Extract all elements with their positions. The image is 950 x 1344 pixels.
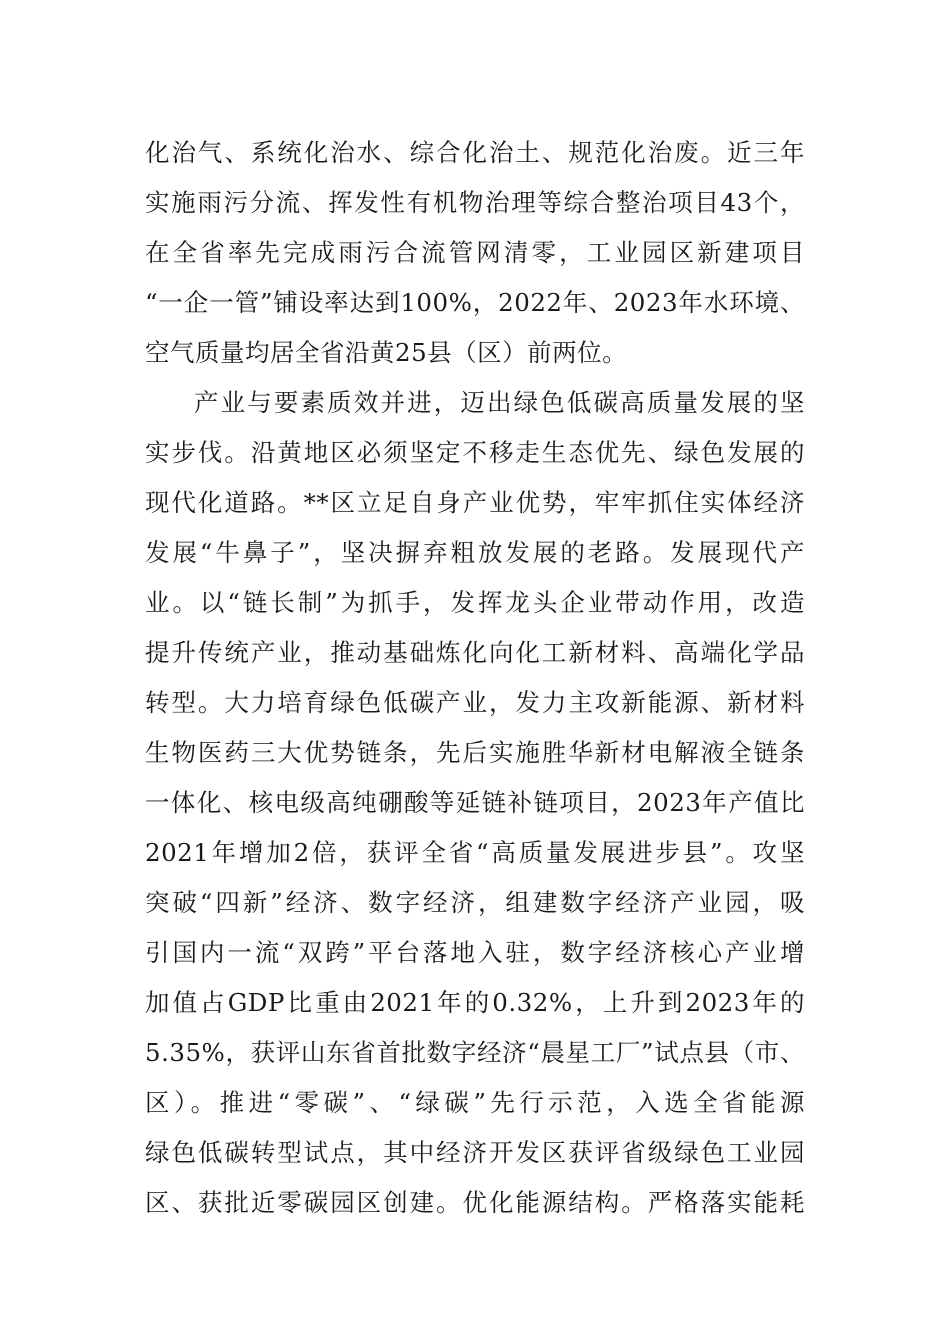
text-line: 实施雨污分流、挥发性有机物治理等综合整治项目43个， xyxy=(145,188,805,217)
text-line: 突破“四新”经济、数字经济，组建数字经济产业园，吸 xyxy=(145,888,805,917)
text-line: 在全省率先完成雨污合流管网清零，工业园区新建项目 xyxy=(145,238,805,267)
paragraph-industry xyxy=(145,378,805,1228)
text-line: 一体化、核电级高纯硼酸等延链补链项目，2023年产值比 xyxy=(145,788,805,817)
paragraph-continued xyxy=(145,128,805,378)
text-line: 引国内一流“双跨”平台落地入驻，数字经济核心产业增 xyxy=(145,938,805,967)
text-line: 业。以“链长制”为抓手，发挥龙头企业带动作用，改造 xyxy=(145,588,805,617)
text-line: 发展“牛鼻子”，坚决摒弃粗放发展的老路。发展现代产 xyxy=(145,538,805,567)
text-line: 5.35%，获评山东省首批数字经济“晨星工厂”试点县（市、 xyxy=(145,1038,805,1067)
text-line: 区）。推进“零碳”、“绿碳”先行示范，入选全省能源 xyxy=(145,1088,805,1117)
text-line: 提升传统产业，推动基础炼化向化工新材料、高端化学品 xyxy=(145,638,805,667)
text-line: 空气质量均居全省沿黄25县（区）前两位。 xyxy=(145,338,628,367)
text-line: 化治气、系统化治水、综合化治土、规范化治废。近三年 xyxy=(145,138,805,167)
text-line: 加值占GDP比重由2021年的0.32%，上升到2023年的 xyxy=(145,988,805,1017)
document-body xyxy=(145,128,805,1228)
text-line: 实步伐。沿黄地区必须坚定不移走生态优先、绿色发展的 xyxy=(145,438,805,467)
text-line: “一企一管”铺设率达到100%，2022年、2023年水环境、 xyxy=(145,288,805,317)
text-line: 现代化道路。**区立足自身产业优势，牢牢抓住实体经济 xyxy=(145,488,805,517)
text-line: 生物医药三大优势链条，先后实施胜华新材电解液全链条 xyxy=(145,738,805,767)
text-line: 转型。大力培育绿色低碳产业，发力主攻新能源、新材料 xyxy=(145,688,805,717)
text-line: 区、获批近零碳园区创建。优化能源结构。严格落实能耗 xyxy=(145,1188,805,1217)
text-line: 2021年增加2倍，获评全省“高质量发展进步县”。攻坚 xyxy=(145,838,805,867)
text-line: 产业与要素质效并进，迈出绿色低碳高质量发展的坚 xyxy=(194,388,805,417)
text-line: 绿色低碳转型试点，其中经济开发区获评省级绿色工业园 xyxy=(145,1138,805,1167)
